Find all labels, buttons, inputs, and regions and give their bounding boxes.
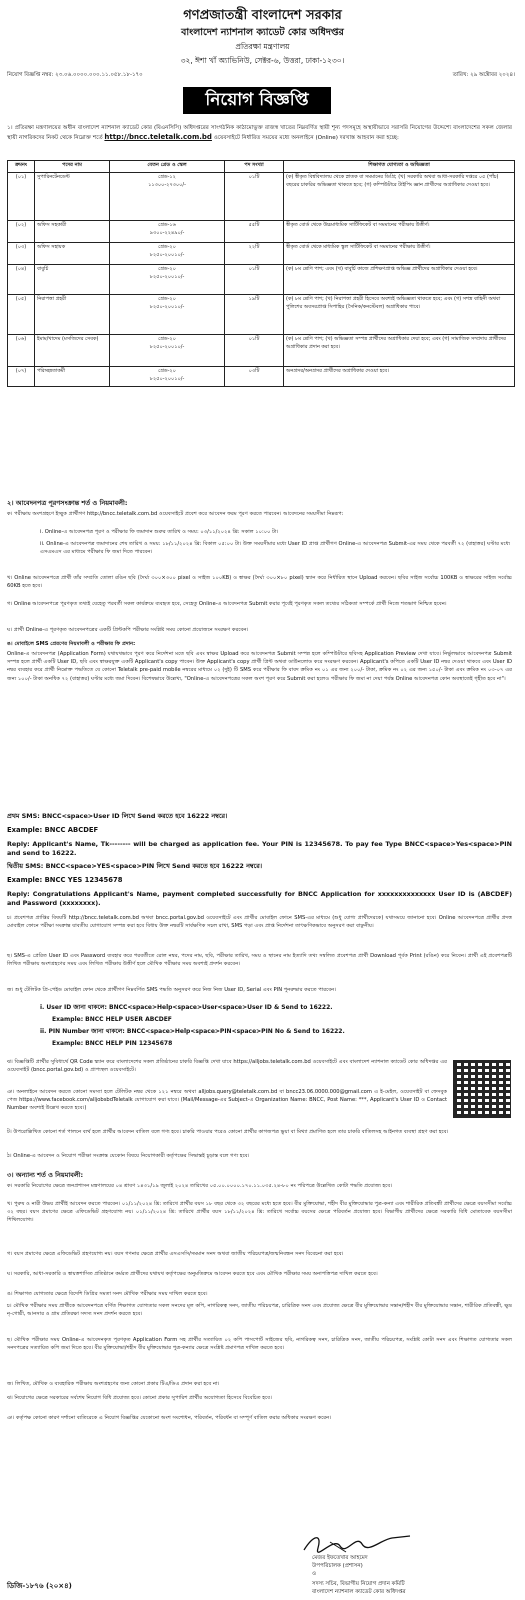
grade-text: গ্রেড-২০ bbox=[158, 296, 176, 302]
grade-text: গ্রেড-১৬ bbox=[158, 222, 176, 228]
sec2-e: Online-এ আবেদনপত্র (Application Form) যথাযথভাবে পূরণ করে নির্দেশনা মতে ছবি এবং স্বাক্ষর Upload করে আবেদনপত্র Submit সম্পন্ন হলে কম্পিউটারে ছবিসহ Application Preview দেখা যাবে। নির্ভুলভাবে আবেদনপত্র Submit সম্পন্ন হলে প্রার্থী একটি User ID, ছবি এবং স্বাক্ষরযুক্ত একটি Applicant's copy পাবেন। উক্ত Applicant's copy প্রার্থী প্রিন্ট অথবা ডাউনলোড করে সংরক্ষণ করবেন। Applicant's কপিতে একটি User ID নম্বর দেওয়া থাকবে এবং User ID নম্বর ব্যবহার করে প্রার্থী নিম্নোক্ত পদ্ধতিতে যে কোনো Teletalk pre-paid mobile নম্বরের মাধ্যমে ০২ (দুই) টি SMS করে পরীক্ষার ফি বাবদ ক্রমিক নং ০১ এর জন্য ২০০/- টাকা, ক্রমিক নং ০২ এর জন্য ১৫০/- টাকা এবং ক্রমিক নং ০৩-০৭ এর জন্য ১০০/- টাকা অনধিক ৭২ (বাহাত্তর) ঘণ্টার মধ্যে জমা দিবেন। বিশেষভাবে উল্লেখ্য, "Online-এ আবেদনপত্রের সকল অংশ পূরণ করে Submit করা হলেও পরীক্ষার ফি জমা না দেয়া পর্যন্ত Online আবেদনপত্র কোন অবস্থাতেই গৃহীত হবে না"। bbox=[7, 651, 512, 682]
col-requirements: শিক্ষাগত যোগ্যতা ও অভিজ্ঞতা bbox=[284, 161, 515, 173]
row-requirements: (ক) স্বীকৃত বিশ্ববিদ্যালয় থেকে স্নাতক বা সমমানের ডিগ্রি; (খ) সরকারি অথবা আধা-সরকারি দপ্তরে ০৫ (পাঁচ) বছরের চাকরির অভিজ্ঞতা থাকতে হবে; (গ) কম্পিউটারে টাইপিং জ্ঞান প্রার্থীদের অগ্রাধিকার দেওয়া হবে। bbox=[284, 173, 515, 221]
intro-text-2: ওয়েবসাইটে নির্ধারিত সময়ের মধ্যে অনলাইনে (Online) দরখাস্ত আহবান করা হচ্ছে: bbox=[213, 135, 399, 141]
dgp-number: ডিজি-১৮৭৬ (২০×৪) bbox=[7, 1582, 72, 1590]
help-user-id-example: Example: BNCC HELP USER ABCDEF bbox=[52, 1016, 172, 1023]
sec3-b: খ। পুরুষ ও নারী উভয় প্রার্থীই আবেদন করতে পারবেন। ০১/১১/২০২৪ খ্রি: তারিখে প্রার্থীর বয়স ১৮ বছর থেকে ৩২ বছরের মধ্যে হতে হবে। বীর মুক্তিযোদ্ধা, শহীদ বীর মুক্তিযোদ্ধার পুত্র-কন্যা এবং শারীরিক প্রতিবন্ধী প্রার্থীদের ক্ষেত্রে বয়সসীমা সর্বোচ্চ ৩২ বছর। বয়স প্রমাণের ক্ষেত্রে এফিডেভিট গ্রহণযোগ্য নয়। ০১/১১/২০২৪ খ্রি: তারিখে প্রার্থীর বয়স ১৮/১১/২০২৪ খ্রি: তারিখে সর্বোচ্চ বয়সের ক্ষেত্রে পরিবর্তন প্রযোজ্য হবে। বিভাগীয় প্রার্থীদের ক্ষেত্রে সরকারি বিধি মোতাবেক বয়সসীমা শিথিলযোগ্য। bbox=[7, 1201, 512, 1224]
grade-text: গ্রেড-২০ bbox=[158, 336, 176, 342]
row-count: ৫৫টি bbox=[225, 221, 284, 243]
row-serial: (০২) bbox=[8, 221, 35, 243]
help-pin: ii. PIN Number জানা থাকলে: BNCC<space>Help<space>PIN<space>PIN No & Send to 16222. bbox=[40, 1028, 345, 1035]
signatory-block-2 bbox=[312, 1580, 406, 1596]
directorate-heading: বাংলাদেশ ন্যাশনাল ক্যাডেট কোর অধিদপ্তর bbox=[181, 27, 344, 38]
row-serial: (০৩) bbox=[8, 243, 35, 265]
col-post-name: পদের নাম bbox=[35, 161, 110, 173]
row-serial: (০১) bbox=[8, 173, 35, 221]
notice-date: তারিখ: ২৯ অক্টোবর ২০২৪। bbox=[452, 72, 515, 78]
row-count: ২২টি bbox=[225, 243, 284, 265]
memo-number: নিয়োগ বিজ্ঞপ্তি নম্বর: ২৩.০৬.০০০০.০০০.১১.০৫৮.১৮-১৭০ bbox=[7, 72, 143, 78]
scale-text: ৮২৫০-২০০১০/- bbox=[149, 252, 185, 258]
col-serial: ক্রমনং bbox=[8, 161, 35, 173]
sec2-a-ii: ii. Online-এ আবেদনপত্র জমাদানের শেষ তারিখ ও সময়: ১৮/১১/২০২৪ খ্রি: বিকাল ০৫:০০ টা। উক্ত সময়সীমার মধ্যে User ID প্রাপ্ত প্রার্থীগণ Online-এ আবেদনপত্র Submit-এর সময় থেকে পরবর্তী ৭২ (বাহাত্তর) ঘণ্টার মধ্যে এসএমএস এর মাধ্যমে পরীক্ষার ফি জমা দিতে পারবেন। bbox=[40, 541, 510, 556]
sec3-c: গ। বয়স প্রমাণের ক্ষেত্রে এফিডেভিট গ্রহণযোগ্য নয়। বয়স গণনার ক্ষেত্রে প্রার্থীর এসএসসি/সমমান সনদ অথবা জাতীয় পরিচয়পত্র/জন্মনিবন্ধন সনদ বিবেচনা করা হবে। bbox=[7, 1251, 344, 1257]
sec2-c: গ। Online আবেদনপত্রে পূরণকৃত তথ্যই যেহেতু পরবর্তী সকল কার্যক্রমে ব্যবহৃত হবে, সেহেতু Online-এ আবেদনপত্র Submit করার পূর্বেই পূরণকৃত সকল তথ্যের সঠিকতা সম্পর্কে প্রার্থী নিজে শতভাগ নিশ্চিত হবেন। bbox=[7, 601, 447, 607]
sms-first: প্রথম SMS: BNCC<space>User ID লিখে Send করতে হবে 16222 নম্বরে। bbox=[7, 812, 228, 820]
row-grade bbox=[110, 243, 225, 265]
help-pin-example: Example: BNCC HELP PIN 12345678 bbox=[52, 1040, 173, 1047]
signatory-title: উপপরিচালক (প্রশাসন) bbox=[312, 1563, 363, 1569]
row-requirements: (ক) ৮ম শ্রেণি পাশ; এবং (খ) বাবুর্চি কাজে প্রশিক্ষণপ্রাপ্ত অভিজ্ঞ প্রার্থীদের অগ্রাধিকার দেওয়া হবে। bbox=[284, 265, 515, 295]
sec2-k: ট। উপরোল্লিখিত কোনো শর্ত পালনে ব্যর্থ হলে প্রার্থীর আবেদন বাতিল বলে গণ্য হবে। চাকরি পাওয়ার পরেও কোনো প্রার্থীর কাগজপত্র ভুয়া বা মিথ্যা প্রমাণিত হলে তার চাকরি বাতিলসহ আইনগত ব্যবস্থা গ্রহণ করা হবে। bbox=[7, 1129, 449, 1135]
row-post-name: নিরাপত্তা প্রহরী bbox=[35, 295, 110, 335]
sec3-f: চ। মৌখিক পরীক্ষার সময় প্রার্থীকে আবেদনপত্রে বর্ণিত শিক্ষাগত যোগ্যতার সকল সনদের মূল কপি, নাগরিকত্ব সনদ, জাতীয় পরিচয়পত্র, চারিত্রিক সনদ এবং প্রযোজ্য ক্ষেত্রে বীর মুক্তিযোদ্ধার সন্তান/শহীদ বীর মুক্তিযোদ্ধার সন্তান, শারীরিক প্রতিবন্ধী, ক্ষুদ্র নৃ-গোষ্ঠী, আনসার ও গ্রাম প্রতিরক্ষা সদস্য সনদ প্রদর্শন করতে হবে। bbox=[7, 1303, 512, 1318]
row-requirements: স্বীকৃত বোর্ড থেকে মাধ্যমিক স্কুল সার্টিফিকেট বা সমমানের পরীক্ষায় উত্তীর্ণ। bbox=[284, 243, 515, 265]
row-serial: (০৬) bbox=[8, 335, 35, 367]
signatory-name: মেজর ইফতেখার আহমেদ bbox=[312, 1555, 368, 1561]
row-serial: (০৭) bbox=[8, 367, 35, 387]
scale-text: ৮২৫০-২০০১০/- bbox=[149, 344, 185, 350]
row-requirements: অনগ্রসর/অনগ্রসর প্রার্থীদের অগ্রাধিকার দেওয়া হবে। bbox=[284, 367, 515, 387]
row-post-name: অফিস সহকারী bbox=[35, 221, 110, 243]
sec3-d: ঘ। সরকারি, আধা-সরকারি ও স্বায়ত্তশাসিত প্রতিষ্ঠানে কর্মরত প্রার্থীদের যথাযথ কর্তৃপক্ষের অনুমতিক্রমে আবেদন করতে হবে এবং মৌখিক পরীক্ষার সময় অনাপত্তিপত্র দাখিল করতে হবে। bbox=[7, 1271, 378, 1277]
row-grade bbox=[110, 221, 225, 243]
sec2-i: ঝ। বিজ্ঞপ্তিটি প্রার্থীর সুবিধার্থে QR Code স্ক্যান করে বাংলাদেশের সকল প্রতিষ্ঠানের চাকরি বিজ্ঞপ্তি দেখা যাবে https://alljobs.teletalk.com.bd ওয়েবসাইটে এবং বাংলাদেশ ন্যাশনাল ক্যাডেট কোর অধিদপ্তর এর ওয়েবসাইট (bncc.portal.gov.bd) ও প্রাপ্যস্থল ওয়েবসাইটে। bbox=[7, 1059, 447, 1074]
scale-text: ৮২৫০-২০০১০/- bbox=[149, 376, 185, 382]
grade-text: গ্রেড-১২ bbox=[158, 174, 176, 180]
sec2-h: জ। শুধু টেলিটক প্রি-পেইড মোবাইল ফোন থেকে প্রার্থীগণ নিম্নবর্ণিত SMS পদ্ধতি অনুসরণ করে নিজ নিজ User ID, Serial এবং PIN পুনরুদ্ধার করতে পারবেন। bbox=[7, 987, 337, 993]
sec2-e-title: ঙ। মোবাইলে SMS প্রেরণের নিয়মাবলী ও পরীক্ষার ফি প্রদান: bbox=[7, 641, 136, 647]
row-serial: (০৫) bbox=[8, 295, 35, 335]
sec2-d: ঘ। প্রার্থী Online-এ পূরণকৃত আবেদনপত্রের একটি প্রিন্টকপি পরীক্ষার সংশ্লিষ্ট সময় কোনো প্রয়োজনে সংরক্ষণ করবেন। bbox=[7, 627, 249, 633]
row-requirements: (ক) ৮ম শ্রেণি পাশ; (খ) নিরাপত্তা প্রহরী হিসেবে অবশ্যই অভিজ্ঞতা থাকতে হবে; এবং (গ) সশস্ত্র বাহিনী অথবা পুলিশের অবসরপ্রাপ্ত সিপাহির (সৈনিক/কনস্টেবল) অগ্রাধিকার পাবে। bbox=[284, 295, 515, 335]
row-grade bbox=[110, 335, 225, 367]
posts-table bbox=[7, 160, 515, 387]
posts-table-header bbox=[8, 161, 515, 173]
ministry-heading: প্রতিরক্ষা মন্ত্রণালয় bbox=[235, 42, 290, 51]
intro-number: ১। bbox=[7, 125, 13, 131]
sec3-j: ঞ। কর্তৃপক্ষ কোনো কারণ দর্শানো ব্যতিরেকে এ নিয়োগ বিজ্ঞপ্তির যেকোনো অংশ সংশোধন, পরিবর্তন, পরিবর্ধন বা সম্পূর্ণ বাতিল করার অধিকার সংরক্ষণ করেন। bbox=[7, 1415, 332, 1421]
notice-banner: নিয়োগ বিজ্ঞপ্তি bbox=[183, 87, 331, 114]
row-post-name: সুপারিনটেনডেন্ট bbox=[35, 173, 110, 221]
sms-example-1: Example: BNCC ABCDEF bbox=[7, 826, 99, 834]
section-3-title: ৩। অন্যান্য শর্ত ও নিয়মাবলী: bbox=[7, 1171, 84, 1179]
row-grade bbox=[110, 295, 225, 335]
sms-second: দ্বিতীয় SMS: BNCC<space>YES<space>PIN লিখে Send করতে হবে 16222 নম্বরে। bbox=[7, 862, 263, 870]
signatory-office: বাংলাদেশ ন্যাশনাল ক্যাডেট কোর অধিদপ্তর bbox=[312, 1589, 406, 1595]
row-grade bbox=[110, 173, 225, 221]
sms-reply-2: Reply: Congratulations Applicant's Name, payment completed successfully for BNCC Application for xxxxxxxxxxxxxx User ID is (ABCDEF) and Password (xxxxxxxx). bbox=[7, 890, 512, 907]
sec3-h: জ। লিখিত, মৌখিক ও ব্যবহারিক পরীক্ষায় অংশগ্রহণের জন্য কোনো প্রকার টিএ/ডিএ প্রদান করা হবে না। bbox=[7, 1381, 220, 1387]
grade-text: গ্রেড-২০ bbox=[158, 266, 176, 272]
row-count: ১৯টি bbox=[225, 295, 284, 335]
row-post-name: বাবুর্চি bbox=[35, 265, 110, 295]
row-post-name: ইমাম/খাদেম (মসজিদের সেবক) bbox=[35, 335, 110, 367]
row-count: ০১টি bbox=[225, 173, 284, 221]
sms-example-2: Example: BNCC YES 12345678 bbox=[7, 876, 123, 884]
grade-text: গ্রেড-২০ bbox=[158, 244, 176, 250]
table-row bbox=[8, 335, 515, 367]
sec2-j: ঞ। অনলাইনে আবেদন করতে কোনো সমস্যা হলে টেলিটক নম্বর থেকে ১২১ নম্বরে অথবা alljobs.query@teletalk.com.bd বা bncc23.06.0000.000@gmail.com এ ই-মেইল, ওয়েবসাইট বা ফেসবুক পেজ https://www.facebook.com/alljobsbdTeletalk যোগাযোগ করা যাবে। (Mail/Message-এর Subject-এ Organization Name: BNCC, Post Name: ***, Applicant's User ID ও Contact Number অবশ্যই উল্লেখ করতে হবে।) bbox=[7, 1089, 447, 1112]
section-2-title: ২। আবেদনপত্র পূরণসংক্রান্ত শর্ত ও নিয়মাবলী: bbox=[7, 499, 128, 507]
sec2-f: চ। প্রবেশপত্র প্রাপ্তির বিষয়টি http://bncc.teletalk.com.bd অথবা bncc.portal.gov.bd ওয়েবসাইটে এবং প্রার্থীর মোবাইল ফোনে SMS-এর মাধ্যমে (শুধু যোগ্য প্রার্থীদেরকে) যথাসময়ে জানানো হবে। Online আবেদনপত্রে প্রার্থীর প্রদত্ত মোবাইল ফোনে পরীক্ষা সংক্রান্ত যাবতীয় যোগাযোগ সম্পন্ন করা হবে বিধায় উক্ত নম্বরটি সার্বক্ষণিক সচল রাখা, SMS পড়া এবং প্রাপ্ত নির্দেশনা তাৎক্ষণিকভাবে অনুসরণ করা বাঞ্ছনীয়। bbox=[7, 915, 512, 930]
table-row bbox=[8, 265, 515, 295]
intro-text: প্রতিরক্ষা মন্ত্রণালয়ের অধীন বাংলাদেশ ন্যাশনাল ক্যাডেট কোর (বিএনসিসি) অধিদপ্তরের সাংগঠনিক কাঠামোভুক্ত রাজস্ব খাতের নিম্নবর্ণিত স্থায়ী শূন্য পদসমূহে অস্থায়ীভাবে সরাসরি নিয়োগের উদ্দেশ্যে বাংলাদেশের সকল জেলার স্থায়ী নাগরিকদের নিকট থেকে নিম্নোক্ত শর্তে bbox=[7, 125, 512, 141]
scale-text: ৮২৫০-২০০১০/- bbox=[149, 304, 185, 310]
table-row bbox=[8, 173, 515, 221]
intro-url-link[interactable]: http://bncc.teletalk.com.bd bbox=[104, 133, 212, 141]
sec2-b: খ। Online আবেদনপত্রে প্রার্থী তাঁর সম্প্রতি তোলা রঙিন ছবি (দৈর্ঘ্য ৩০০×৩০০ pixel ও সাইজ ১০০KB) ও স্বাক্ষর (দৈর্ঘ্য ৩০০×৮০ pixel) স্ক্যান করে নির্ধারিত স্থানে Upload করবেন। ছবির সাইজ সর্বোচ্চ 100KB ও স্বাক্ষরের সাইজ সর্বোচ্চ 60KB হতে হবে। bbox=[7, 575, 512, 590]
table-row bbox=[8, 367, 515, 387]
row-serial: (০৪) bbox=[8, 265, 35, 295]
signatory-and: ও bbox=[312, 1571, 317, 1577]
row-post-name: পরিচ্ছন্নতাকর্মী bbox=[35, 367, 110, 387]
row-requirements: (ক) ৮ম শ্রেণি পাশ; (খ) অভিজ্ঞতা সম্পন্ন প্রার্থীদের অগ্রাধিকার দেয়া হবে; এবং (গ) সামাজিক সম্প্রদায় প্রার্থীদের অগ্রাধিকার প্রদান করা হবে। bbox=[284, 335, 515, 367]
row-requirements: স্বীকৃত বোর্ড থেকে উচ্চমাধ্যমিক সার্টিফিকেট বা সমমানের পরীক্ষায় উত্তীর্ণ। bbox=[284, 221, 515, 243]
govt-heading: গণপ্রজাতন্ত্রী বাংলাদেশ সরকার bbox=[183, 8, 342, 23]
sec2-a-i: i. Online-এ আবেদনপত্র পূরণ ও পরীক্ষার ফি জমাদান শুরুর তারিখ ও সময়: ০৩/১১/২০২৪ খ্রি: সকাল ১০:০০ টা। bbox=[40, 529, 279, 535]
row-count: ০১টি bbox=[225, 265, 284, 295]
scale-text: ৯৩০০-২২৪৯০/- bbox=[149, 230, 185, 236]
row-post-name: অফিস সহায়ক bbox=[35, 243, 110, 265]
sec3-g: ছ। মৌখিক পরীক্ষার সময় Online-এ আবেদনকৃত পূরণকৃত Application Form সহ প্রার্থীর সত্যায়িত ০২ কপি পাসপোর্ট সাইজের ছবি, নাগরিকত্ব সনদ, চারিত্রিক সনদ, জাতীয় পরিচয়পত্র, সংশ্লিষ্ট কোটা সনদ এবং শিক্ষাগত যোগ্যতার সকল সনদপত্রের সত্যায়িত কপি জমা দিতে হবে। বীর মুক্তিযোদ্ধা/শহীদ বীর মুক্তিযোদ্ধার পুত্র-কন্যার ক্ষেত্রে সংশ্লিষ্ট প্রমাণপত্র দাখিল করতে হবে। bbox=[7, 1337, 512, 1352]
grade-text: গ্রেড-২০ bbox=[158, 368, 176, 374]
sms-reply-1: Reply: Applicant's Name, Tk-------- will be charged as application fee. Your PIN is 12345678. To pay fee Type BNCC<space>Yes<space>PIN and send to 16222. bbox=[7, 840, 512, 857]
sec3-a: ক। সরকারি নিয়োগের ক্ষেত্রে জনপ্রশাসন মন্ত্রণালয়ের ০৪ শ্রাবণ ১৪৩১/১৯ জুলাই ২০২৪ তারিখের ০৫.০০.০০০০.১৭০.১১.০৩৫.২৪-৮০ নং পরিপত্রে উল্লেখিত কোটা পদ্ধতি প্রযোজ্য হবে। bbox=[7, 1183, 393, 1189]
intro-paragraph bbox=[7, 124, 512, 143]
address-heading: ৩২, ঈশা খাঁ অ্যাভিনিউ, সেক্টর-৬, উত্তরা, ঢাকা-১২৩০। bbox=[180, 56, 345, 65]
signatory-committee: সদস্য সচিব, বিভাগীয় নিয়োগ প্রদান কমিটি bbox=[312, 1581, 405, 1587]
sec2-a: ক। পরীক্ষায় অংশগ্রহণে ইচ্ছুক প্রার্থীগণ http://bncc.teletalk.com.bd ওয়েবসাইটে প্রবেশ করে আবেদন ফরম পূরণ করতে পারবেন। আবেদনের সময়সীমা নিম্নরূপ: bbox=[7, 511, 344, 517]
row-count: ০১টি bbox=[225, 335, 284, 367]
sec3-e: ঙ। শিক্ষাগত যোগ্যতার ক্ষেত্রে বিদেশি ডিগ্রির সমতা সনদ মৌখিক পরীক্ষার সময় দাখিল করতে হবে। bbox=[7, 1291, 208, 1297]
table-row bbox=[8, 243, 515, 265]
row-grade bbox=[110, 367, 225, 387]
table-row bbox=[8, 295, 515, 335]
sec3-i: ঝ। নিয়োগের ক্ষেত্রে সরকারের সর্বশেষ নিয়োগ বিধি প্রযোজ্য হবে। কোনো প্রকার সুপারিশ প্রার্থীর অযোগ্যতা হিসেবে বিবেচিত হবে। bbox=[7, 1395, 272, 1401]
scale-text: ৮২৫০-২০০১০/- bbox=[149, 274, 185, 280]
col-grade: বেতন গ্রেড ও স্কেল bbox=[110, 161, 225, 173]
help-user-id: i. User ID জানা থাকলে: BNCC<space>Help<space>User<space>User ID & Send to 16222. bbox=[40, 1004, 333, 1011]
table-row bbox=[8, 221, 515, 243]
signatory-block bbox=[312, 1554, 368, 1578]
row-count: ০৩টি bbox=[225, 367, 284, 387]
sec2-l: ঠ। Online-এ আবেদন ও নিয়োগ পরীক্ষা সংক্রান্ত যেকোন বিষয়ে নিয়োগকারী কর্তৃপক্ষের সিদ্ধান্তই চূড়ান্ত বলে গণ্য হবে। bbox=[7, 1153, 250, 1159]
scale-text: ১১৩০০-২৭৩০০/- bbox=[148, 182, 186, 188]
col-count: পদ সংখ্যা bbox=[225, 161, 284, 173]
qr-code-icon[interactable] bbox=[453, 1060, 511, 1118]
sec2-g: ছ। SMS-এ প্রেরিত User ID এবং Password ব্যবহার করে পরবর্তীতে রোল নম্বর, পদের নাম, ছবি, পরীক্ষার তারিখ, সময় ও স্থানের নাম ইত্যাদি তথ্য সম্বলিত প্রবেশপত্র প্রার্থী Download পূর্বক Print (রঙিন) করে নিবেন। প্রার্থী এই প্রবেশপত্রটি লিখিত পরীক্ষায় অংশগ্রহণের সময় এবং লিখিত পরীক্ষায় উত্তীর্ণ হলে মৌখিক পরীক্ষার সময় অবশ্যই প্রদর্শন করবেন। bbox=[7, 953, 512, 968]
row-grade bbox=[110, 265, 225, 295]
signature-image bbox=[300, 1530, 420, 1556]
